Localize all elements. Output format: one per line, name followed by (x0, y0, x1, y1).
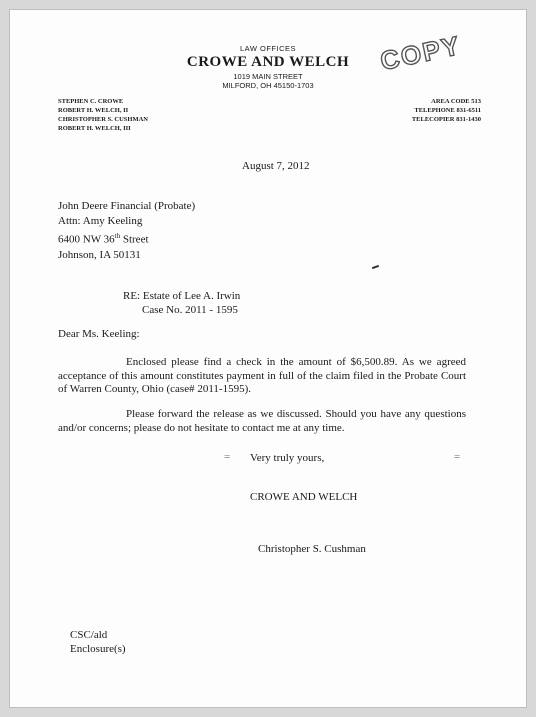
firm-city: MILFORD, OH 45150-1703 (222, 81, 314, 90)
letter-sheet (10, 10, 526, 707)
salutation: Dear Ms. Keeling: (58, 328, 140, 340)
partner-list (58, 97, 148, 133)
area-code: AREA CODE 513 (431, 98, 481, 105)
signer-name: Christopher S. Cushman (258, 543, 366, 555)
closing-firm: CROWE AND WELCH (250, 491, 358, 503)
partner-name: ROBERT H. WELCH, III (58, 125, 131, 132)
recipient-line: Attn: Amy Keeling (58, 215, 143, 227)
re-subject: RE: Estate of Lee A. Irwin (123, 290, 241, 302)
re-case: Case No. 2011 - 1595 (142, 303, 238, 316)
recipient-address (58, 199, 195, 263)
partner-name: CHRISTOPHER S. CUSHMAN (58, 116, 148, 123)
letter-date: August 7, 2012 (242, 160, 310, 172)
closing: Very truly yours, (250, 452, 325, 464)
body-paragraph: Enclosed please find a check in the amount of $6,500.89. As we agreed acceptance of this amount constitutes payment in full of the claim filed in the Probate Court of Warren County, Ohio (case# 2011-1595). (58, 356, 466, 395)
law-offices-label: LAW OFFICES (239, 44, 297, 53)
firm-street: 1019 MAIN STREET (233, 72, 303, 81)
firm-name: CROWE AND WELCH (186, 54, 350, 70)
partner-name: ROBERT H. WELCH, II (58, 107, 129, 114)
telephone: TELEPHONE 831-6511 (414, 107, 481, 114)
telecopier: TELECOPIER 831-1430 (411, 116, 481, 123)
recipient-line: Johnson, IA 50131 (58, 248, 141, 261)
contact-info (412, 97, 481, 124)
recipient-street: 6400 NW 36th Street (58, 232, 149, 246)
scan-mark: = (224, 451, 231, 463)
scan-mark: = (454, 451, 461, 463)
recipient-line: John Deere Financial (Probate) (58, 200, 196, 212)
typist-initials: CSC/ald (70, 629, 108, 641)
copy-stamp: COPY (377, 29, 464, 77)
footer-notes (70, 628, 126, 656)
enclosure-note: Enclosure(s) (70, 643, 126, 655)
re-block (123, 290, 240, 317)
partner-name: STEPHEN C. CROWE (58, 98, 124, 105)
body-paragraph: Please forward the release as we discussed. Should you have any questions and/or concerns; please do not hesitate to contact me at any time. (58, 408, 466, 434)
ink-speck (372, 265, 379, 269)
